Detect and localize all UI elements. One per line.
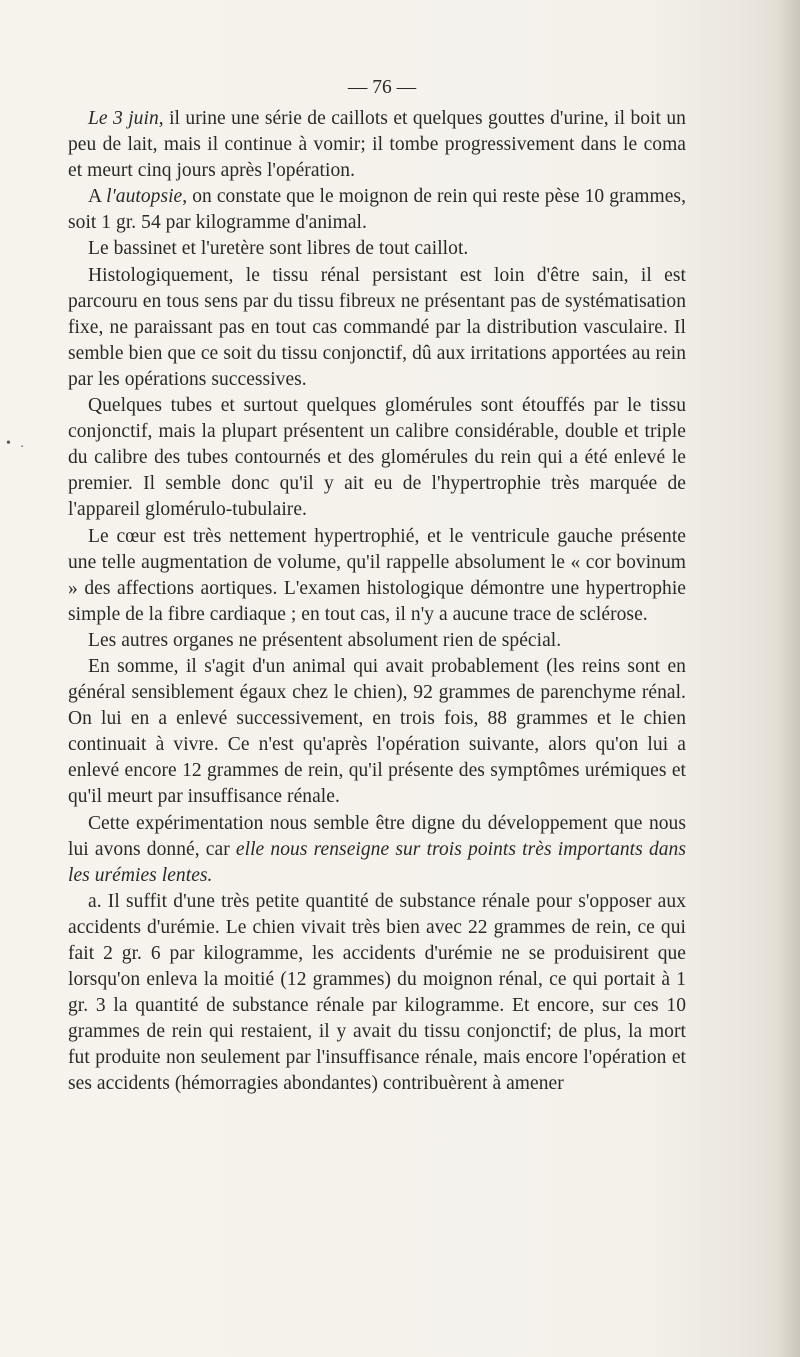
paragraph <box>68 263 686 393</box>
page-number: — 76 — <box>347 77 417 98</box>
text-run: a. Il suffit d'une très petite quantité de substance rénale pour s'opposer aux accidents d'urémie. Le chien vivait très bien avec 22 grammes de rein, ce qui fait 2 gr. 6 par kilogramme, les accidents d'urémie ne se produisirent que lorsqu'on enleva la moitié (12 grammes) du moignon rénal, ce qui portait à 1 gr. 3 la quantité de substance rénale par kilogramme. Et encore, sur ces 10 grammes de rein qui restaient, il y avait du tissu conjonctif; de plus, la mort fut produite non seulement par l'insuffisance rénale, mais encore l'opération et ses accidents (hémorragies abondantes) contribuèrent à amener <box>68 890 686 1095</box>
text-run: Quelques tubes et surtout quelques glomérules sont étouffés par le tissu conjonctif, mais la plupart présentent un calibre considérable, double et triple du calibre des tubes contournés et des glomérules du rein qui a été enlevé le premier. Il semble donc qu'il y ait eu de l'hypertrophie très marquée de l'appareil glomérulo-tubulaire. <box>68 395 686 521</box>
paragraph <box>68 889 686 1098</box>
paragraph <box>68 654 686 811</box>
text-run: A <box>88 186 107 208</box>
paragraph <box>68 106 686 184</box>
text-run: Le cœur est très nettement hypertrophié, et le ventricule gauche présente une telle augmentation de volume, qu'il rappelle absolument le « cor bovinum » des affections aortiques. L'examen histologique démontre une hypertrophie simple de la fibre cardiaque ; en tout cas, il n'y a aucune trace de sclérose. <box>68 525 686 625</box>
text-run: Histologiquement, le tissu rénal persistant est loin d'être sain, il est parcouru en tous sens par du tissu fibreux ne présentant pas de systématisation fixe, ne paraissant pas en tout cas commandé par la distribution vasculaire. Il semble bien que ce soit du tissu conjonctif, dû aux irritations apportées au rein par les opérations successives. <box>68 264 686 390</box>
paragraph <box>68 628 686 654</box>
text-run: En somme, il s'agit d'un animal qui avait probablement (les reins sont en général sensiblement égaux chez le chien), 92 grammes de parenchyme rénal. On lui en a enlevé successivement, en trois fois, 88 grammes et le chien continuait à vivre. Ce n'est qu'après l'opération suivante, alors qu'on lui a enlevé encore 12 grammes de rein, qu'il présente des symptômes urémiques et qu'il meurt par insuffisance rénale. <box>68 655 686 808</box>
text-run: Les autres organes ne présentent absolument rien de spécial. <box>88 629 562 651</box>
text-run: , on constate que le moignon de rein qui reste pèse 10 grammes, soit 1 gr. 54 par kilogramme d'animal. <box>68 186 686 234</box>
italic-text: Le 3 juin <box>88 108 159 129</box>
paragraph <box>68 236 686 262</box>
paragraph-list <box>68 106 686 1098</box>
margin-mark: • . <box>6 436 27 451</box>
paragraph <box>68 393 686 523</box>
paragraph <box>68 524 686 628</box>
italic-text: l'autopsie <box>106 186 183 208</box>
paragraph <box>68 811 686 889</box>
paragraph <box>68 184 686 236</box>
text-run: Cette expérimentation nous semble être digne du développement que nous lui avons donné, car <box>68 812 686 860</box>
page-text-block <box>68 70 686 1098</box>
text-run: Le bassinet et l'uretère sont libres de tout caillot. <box>88 238 469 260</box>
italic-text: elle nous renseigne sur trois points très importants dans les urémies lentes. <box>68 838 686 886</box>
page-edge-shadow <box>778 0 800 1357</box>
text-run: , il urine une série de caillots et quelques gouttes d'urine, il boit un peu de lait, mais il continue à vomir; il tombe progressivement dans le coma et meurt cinq jours après l'opération. <box>68 108 686 182</box>
